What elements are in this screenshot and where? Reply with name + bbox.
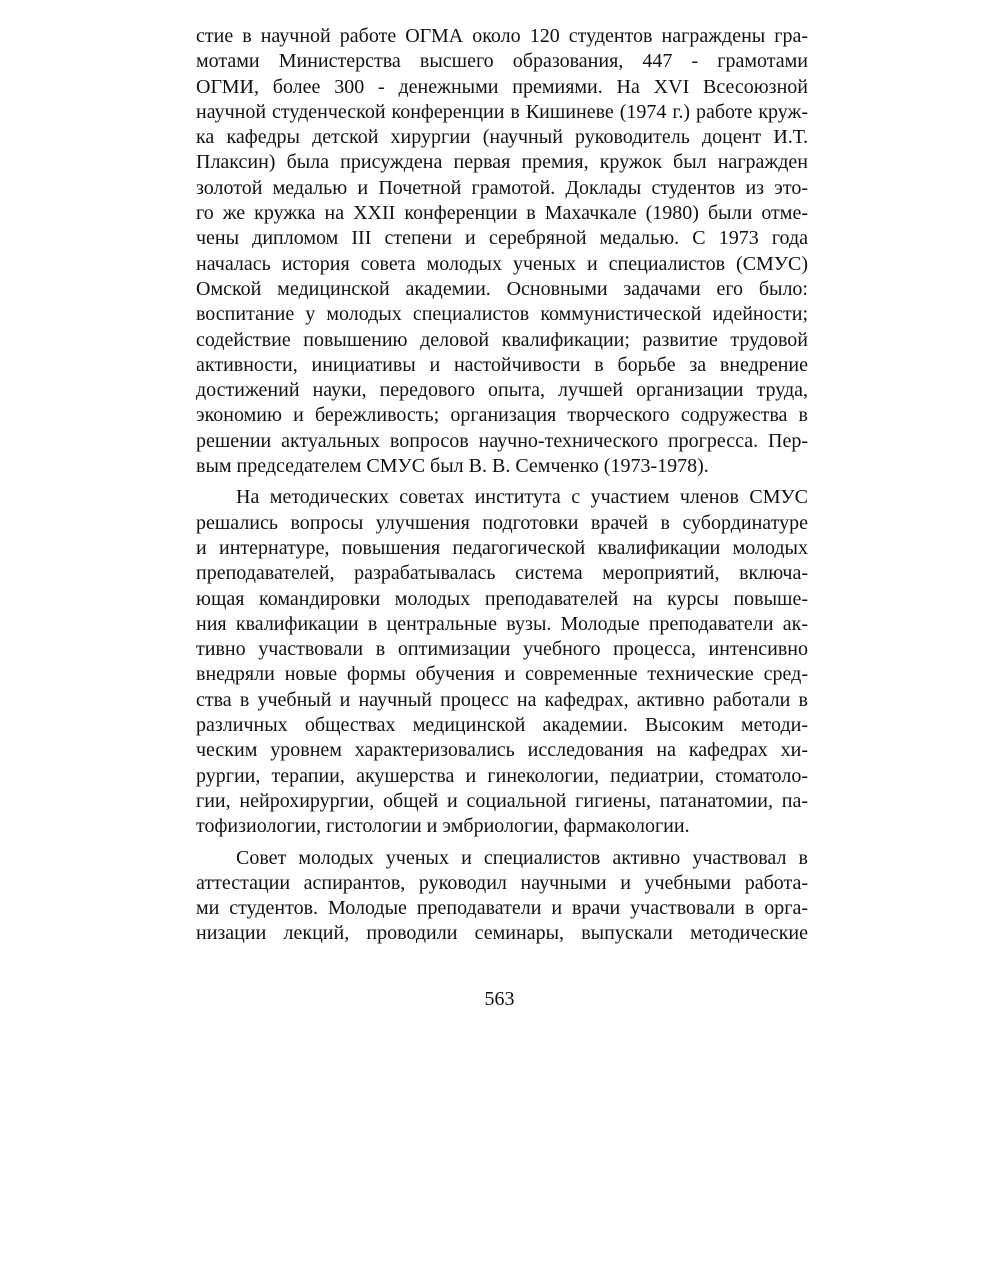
text-line: научной студенческой конференции в Кишиневе (1974 г.) работе круж- (196, 100, 808, 123)
text-line: Плаксин) была присуждена первая премия, кружок был награжден (196, 151, 808, 174)
text-line: решении актуальных вопросов научно-технического прогресса. Пер- (196, 429, 808, 452)
text-line: тивно участвовали в оптимизации учебного процесса, интенсивно (196, 638, 808, 661)
text-line: го же кружка на XXII конференции в Махачкале (1980) были отме- (196, 202, 808, 225)
paragraph-2 (196, 485, 808, 839)
text-line: тофизиологии, гистологии и эмбриологии, фармакологии. (196, 815, 690, 838)
text-line: На методических советах института с участием членов СМУС (236, 486, 808, 509)
text-line: воспитание у молодых специалистов коммунистической идейности; (196, 303, 808, 326)
text-line: различных обществах медицинской академии. Высоким методи- (196, 714, 808, 737)
paragraph-3 (196, 846, 808, 947)
text-line: стие в научной работе ОГМА около 120 студентов награждены гра- (196, 25, 808, 47)
text-line: вым председателем СМУС был В. В. Семченко (1973-1978). (196, 455, 709, 478)
text-line: и интернатуре, повышения педагогической квалификации молодых (196, 536, 808, 559)
text-line: золотой медалью и Почетной грамотой. Доклады студентов из это- (196, 176, 808, 199)
text-line: решались вопросы улучшения подготовки врачей в субординатуре (196, 511, 808, 534)
text-line: ства в учебный и научный процесс на кафедрах, активно работали в (196, 688, 808, 711)
paragraph-1 (196, 24, 808, 479)
text-line: Омской медицинской академии. Основными задачами его было: (196, 277, 808, 300)
text-line: аттестации аспирантов, руководил научными и учебными работа- (196, 871, 808, 894)
text-line: содействие повышению деловой квалификации; развитие трудовой (196, 328, 808, 351)
body-text (196, 24, 808, 947)
text-line: ми студентов. Молодые преподаватели и врачи участвовали в орга- (196, 897, 808, 920)
text-line: внедряли новые формы обучения и современные технические сред- (196, 663, 808, 686)
document-page (196, 24, 808, 947)
text-line: рургии, терапии, акушерства и гинекологии, педиатрии, стоматоло- (196, 764, 808, 787)
page-number: 563 (484, 988, 515, 1010)
text-line: Совет молодых ученых и специалистов активно участвовал в (236, 846, 808, 869)
text-line: гии, нейрохирургии, общей и социальной гигиены, патанатомии, па- (196, 789, 808, 812)
text-line: чены дипломом III степени и серебряной медалью. С 1973 года (196, 227, 808, 250)
text-line: низации лекций, проводили семинары, выпускали методические (196, 922, 808, 945)
text-line: достижений науки, передового опыта, лучшей организации труда, (196, 379, 808, 402)
text-line: ющая командировки молодых преподавателей на курсы повыше- (196, 587, 808, 610)
text-line: ка кафедры детской хирургии (научный руководитель доцент И.Т. (196, 126, 808, 149)
text-line: мотами Министерства высшего образования, 447 - грамотами (196, 50, 808, 73)
text-line: преподавателей, разрабатывалась система мероприятий, включа- (196, 562, 808, 585)
text-line: началась история совета молодых ученых и специалистов (СМУС) (196, 252, 808, 275)
text-line: ния квалификации в центральные вузы. Молодые преподаватели ак- (196, 612, 808, 635)
text-line: ческим уровнем характеризовались исследования на кафедрах хи- (196, 739, 808, 762)
text-line: экономию и бережливость; организация творческого содружества в (196, 404, 808, 427)
text-line: активности, инициативы и настойчивости в борьбе за внедрение (196, 353, 808, 376)
text-line: ОГМИ, более 300 - денежными премиями. На XVI Всесоюзной (196, 75, 808, 98)
